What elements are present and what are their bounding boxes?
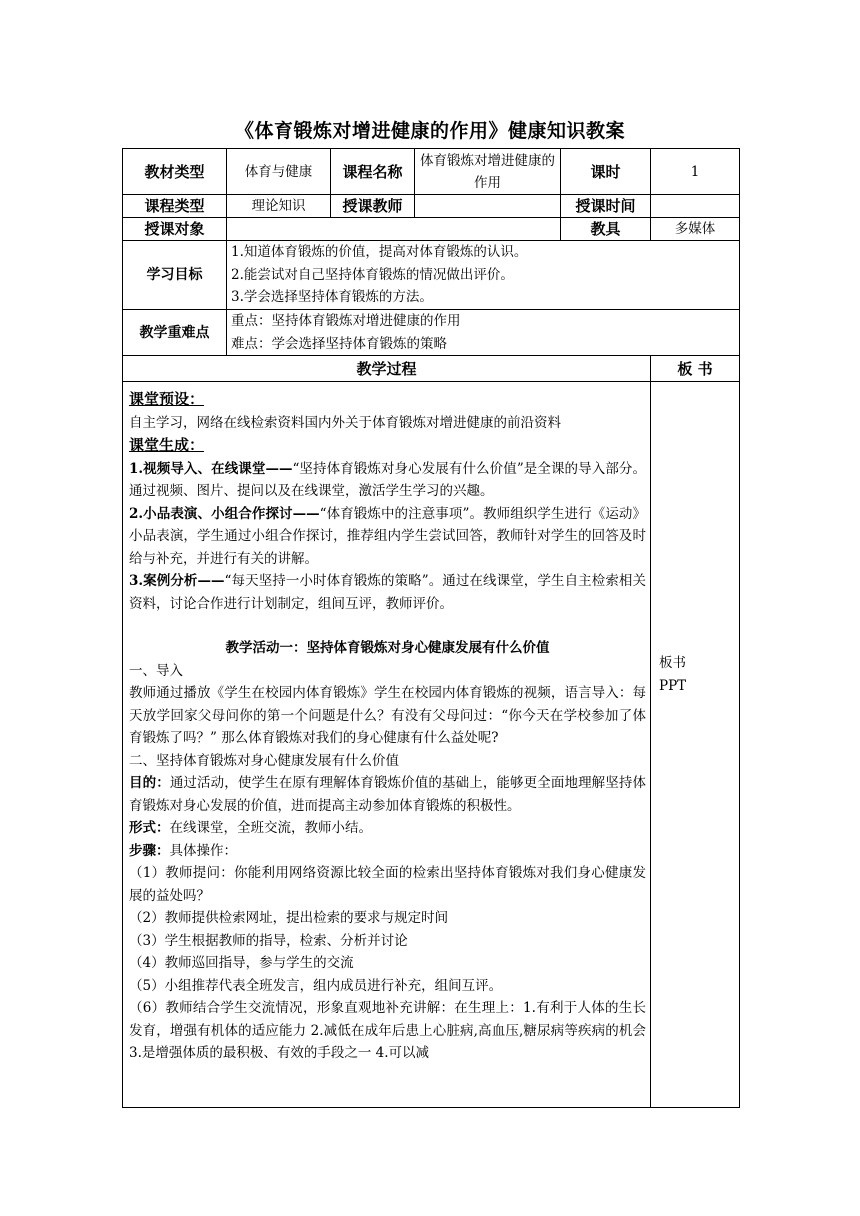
- steps-label: 步骤：: [129, 842, 170, 859]
- course-name-value: 体育锻炼对增进健康的作用: [415, 149, 561, 195]
- section-1-text: 教师通过播放《学生在校园内体育锻炼》学生在校园内体育锻炼的视频，语言导入：每天放学回家父母问你的第一个问题是什么？有没有父母问过：“你今天在学校参加了体育锻炼了吗？” 那么体育锻炼对我们的身心健康有什么益处呢?: [129, 685, 646, 746]
- procedure-step: （4）教师巡回指导，参与学生的交流: [129, 955, 354, 971]
- process-header-row: [123, 356, 740, 382]
- step-paragraph-1: [129, 458, 646, 503]
- teacher-value: [415, 195, 561, 218]
- info-row-1: [123, 149, 740, 195]
- info-row-2: [123, 195, 740, 218]
- board-item: PPT: [659, 678, 687, 694]
- process-header: 教学过程: [123, 356, 651, 382]
- keypoints-label: 教学重难点: [123, 310, 227, 356]
- aim-text: 通过活动，使学生在原有理解体育锻炼价值的基础上，能够更全面地理解坚持体育锻炼对身心发展的价值，进而提高主动参加体育锻炼的积极性。: [129, 775, 647, 814]
- keypoints-row: [123, 310, 740, 356]
- step-paragraph-2: [129, 503, 646, 571]
- audience-label: 授课对象: [123, 218, 227, 241]
- hours-value: 1: [651, 149, 740, 195]
- board-item: 板书: [659, 655, 686, 671]
- board-content: [651, 382, 740, 1108]
- steps-paragraph: [129, 840, 646, 863]
- objective-item: 1.知道体育锻炼的价值，提高对体育锻炼的认识。: [231, 244, 528, 261]
- time-value: [651, 195, 740, 218]
- procedure-step: （5）小组推荐代表全班发言，组内成员进行补充，组间互评。: [129, 977, 503, 994]
- hours-label: 课时: [561, 149, 651, 195]
- step-3-heading: 3.案例分析——: [129, 573, 225, 589]
- objective-item: 3.学会选择坚持体育锻炼的方法。: [231, 289, 433, 306]
- form-paragraph: [129, 817, 646, 840]
- section-2-title: 二、坚持体育锻炼对身心健康发展有什么价值: [129, 752, 399, 769]
- activity-title: 教学活动一：坚持体育锻炼对身心健康发展有什么价值: [225, 640, 550, 656]
- form-text: 在线课堂，全班交流，教师小结。: [169, 820, 372, 836]
- step-paragraph-3: [129, 570, 646, 615]
- aim-label: 目的：: [129, 775, 170, 791]
- step-2-text: “体育锻炼中的注意事项”。教师组织学生进行《运动》小品表演，学生通过小组合作探讨，推荐组内学生尝试回答，教师针对学生的回答及时给与补充，并进行有关的讲解。: [129, 505, 646, 567]
- procedure-step: （2）教师提供检索网址，提出检索的要求与规定时间: [129, 910, 449, 926]
- time-label: 授课时间: [561, 195, 651, 218]
- keypoints-list: [227, 310, 740, 356]
- keypoint-item: 难点：学会选择坚持体育锻炼的策略: [231, 335, 447, 352]
- tools-value: 多媒体: [651, 218, 740, 241]
- lesson-plan-table: [122, 148, 740, 1108]
- step-1-heading: 1.视频导入、在线课堂——: [129, 460, 293, 477]
- info-row-3: [123, 218, 740, 241]
- preset-text: 自主学习，网络在线检索资料国内外关于体育锻炼对增进健康的前沿资料: [129, 414, 561, 431]
- objective-item: 2.能尝试对自己坚持体育锻炼的情况做出评价。: [231, 266, 514, 283]
- objectives-row: [123, 241, 740, 310]
- board-header: 板 书: [651, 356, 740, 382]
- process-content: [123, 382, 651, 1108]
- course-name-label: 课程名称: [331, 149, 415, 195]
- objectives-label: 学习目标: [123, 241, 227, 310]
- step-1-text: “坚持体育锻炼对身心发展有什么价值”是全课的导入部分。通过视频、图片、提问以及在线课堂，激活学生学习的兴趣。: [129, 460, 646, 499]
- form-label: 形式：: [129, 820, 170, 836]
- step-2-heading: 2.小品表演、小组合作探讨——: [129, 505, 320, 522]
- aim-paragraph: [129, 772, 646, 817]
- keypoint-item: 重点：坚持体育锻炼对增进健康的作用: [231, 313, 461, 329]
- tools-label: 教具: [561, 218, 651, 241]
- generation-title: 课堂生成：: [129, 436, 205, 454]
- preset-title: 课堂预设：: [129, 390, 205, 408]
- material-type-value: 体育与健康: [227, 149, 331, 195]
- section-1-title: 一、导入: [129, 662, 183, 679]
- procedure-step: （3）学生根据教师的指导，检索、分析并讨论: [129, 932, 408, 949]
- document-title: 《体育锻炼对增进健康的作用》健康知识教案: [234, 120, 625, 142]
- step-3-text: “每天坚持一小时体育锻炼的策略”。通过在线课堂，学生自主检索相关资料，讨论合作进行计划制定，组间互评，教师评价。: [129, 573, 646, 612]
- course-type-value: 理论知识: [227, 195, 331, 218]
- procedure-step: （1）教师提问：你能利用网络资源比较全面的检索出坚持体育锻炼对我们身心健康发展的益处吗？: [129, 865, 646, 904]
- steps-text: 具体操作：: [169, 842, 237, 859]
- course-type-label: 课程类型: [123, 195, 227, 218]
- procedure-step: （6）教师结合学生交流情况，形象直观地补充讲解：在生理上：1.有利于人体的生长发育，增强有机体的适应能力 2.减低在成年后患上心脏病,高血压,糖尿病等疾病的机会 3.是增强体质的最积极、有效的手段之一 4.可以减: [129, 1000, 646, 1061]
- teacher-label: 授课教师: [331, 195, 415, 218]
- audience-value: [227, 218, 561, 241]
- objectives-list: [227, 241, 740, 310]
- material-type-label: 教材类型: [123, 149, 227, 195]
- process-row: [123, 382, 740, 1108]
- spacer: [129, 615, 646, 637]
